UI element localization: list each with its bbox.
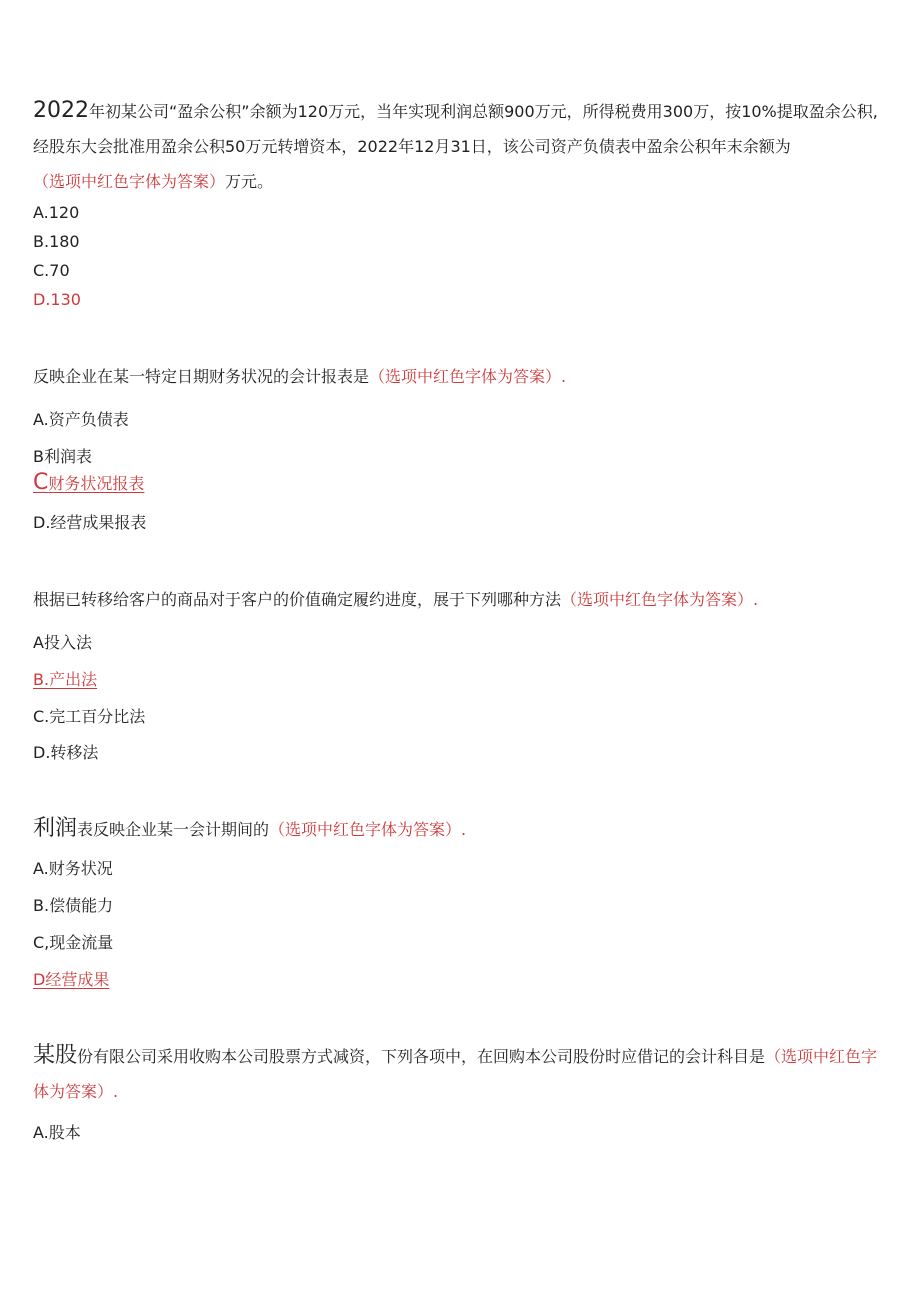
- question-5-stem: [33, 1038, 893, 1109]
- question-2-option-c-letter: C: [33, 470, 49, 495]
- question-1-stem-tail: 万元。: [225, 172, 274, 191]
- question-2-option-c-text: 财务状况报表: [48, 474, 145, 493]
- question-4-stem: [33, 811, 893, 847]
- question-4-option-d-answer: D经营成果: [33, 970, 110, 989]
- question-1-stem-text: 年初某公司“盈余公积”余额为120万元，当年实现利润总额900万元，所得税费用300万，按10%提取盈余公积,经股东大会批准用盈余公积50万元转增资本，2022年12月31日，该公司资产负债表中盈余公积年末余额为: [33, 102, 878, 156]
- question-1: [33, 93, 893, 309]
- question-1-option-c: C.70: [33, 261, 70, 280]
- question-1-option-a: A.120: [33, 203, 80, 222]
- question-2-stem: [33, 359, 893, 394]
- question-4-option-c: C,现金流量: [33, 933, 114, 952]
- question-4: [33, 811, 893, 989]
- question-4-option-b: B.偿债能力: [33, 896, 114, 915]
- question-5-hint: （选项中红色字体为答案）.: [33, 1047, 878, 1101]
- question-4-option-a: A.财务状况: [33, 859, 113, 878]
- question-1-option-d-answer: D.130: [33, 290, 81, 309]
- question-2-option-d: D.经营成果报表: [33, 513, 147, 532]
- question-5-stem-lead: 某股: [33, 1043, 78, 1068]
- question-1-option-b: B.180: [33, 232, 80, 251]
- question-2-option-a: A.资产负债表: [33, 410, 129, 429]
- question-4-hint: （选项中红色字体为答案）.: [269, 820, 467, 839]
- question-3-option-a: A投入法: [33, 633, 92, 652]
- question-2: [33, 359, 893, 532]
- question-4-stem-lead: 利润: [33, 816, 78, 841]
- question-3-stem-text: 根据已转移给客户的商品对于客户的价值确定履约进度，展于下列哪种方法: [33, 590, 562, 609]
- question-2-hint: （选项中红色字体为答案）.: [369, 367, 567, 386]
- question-5: [33, 1038, 893, 1142]
- question-2-option-b: B利润表: [33, 447, 92, 466]
- question-2-option-c-answer: [33, 470, 144, 495]
- question-5-option-a: A.股本: [33, 1123, 81, 1142]
- question-3-option-d: D.转移法: [33, 743, 99, 762]
- question-3-hint: （选项中红色字体为答案）.: [561, 590, 759, 609]
- question-4-stem-text: 表反映企业某一会计期间的: [77, 820, 270, 839]
- question-3-option-b-answer: B.产出法: [33, 670, 98, 689]
- question-3: [33, 582, 893, 762]
- question-1-hint: （选项中红色字体为答案）: [33, 172, 226, 191]
- question-3-stem: [33, 582, 893, 617]
- question-2-stem-text: 反映企业在某一特定日期财务状况的会计报表是: [33, 367, 370, 386]
- question-1-stem-lead: 2022: [33, 98, 89, 123]
- question-1-stem: [33, 93, 893, 199]
- question-3-option-c: C.完工百分比法: [33, 707, 146, 726]
- question-5-stem-text: 份有限公司采用收购本公司股票方式减资，下列各项中，在回购本公司股份时应借记的会计科目是: [77, 1047, 766, 1066]
